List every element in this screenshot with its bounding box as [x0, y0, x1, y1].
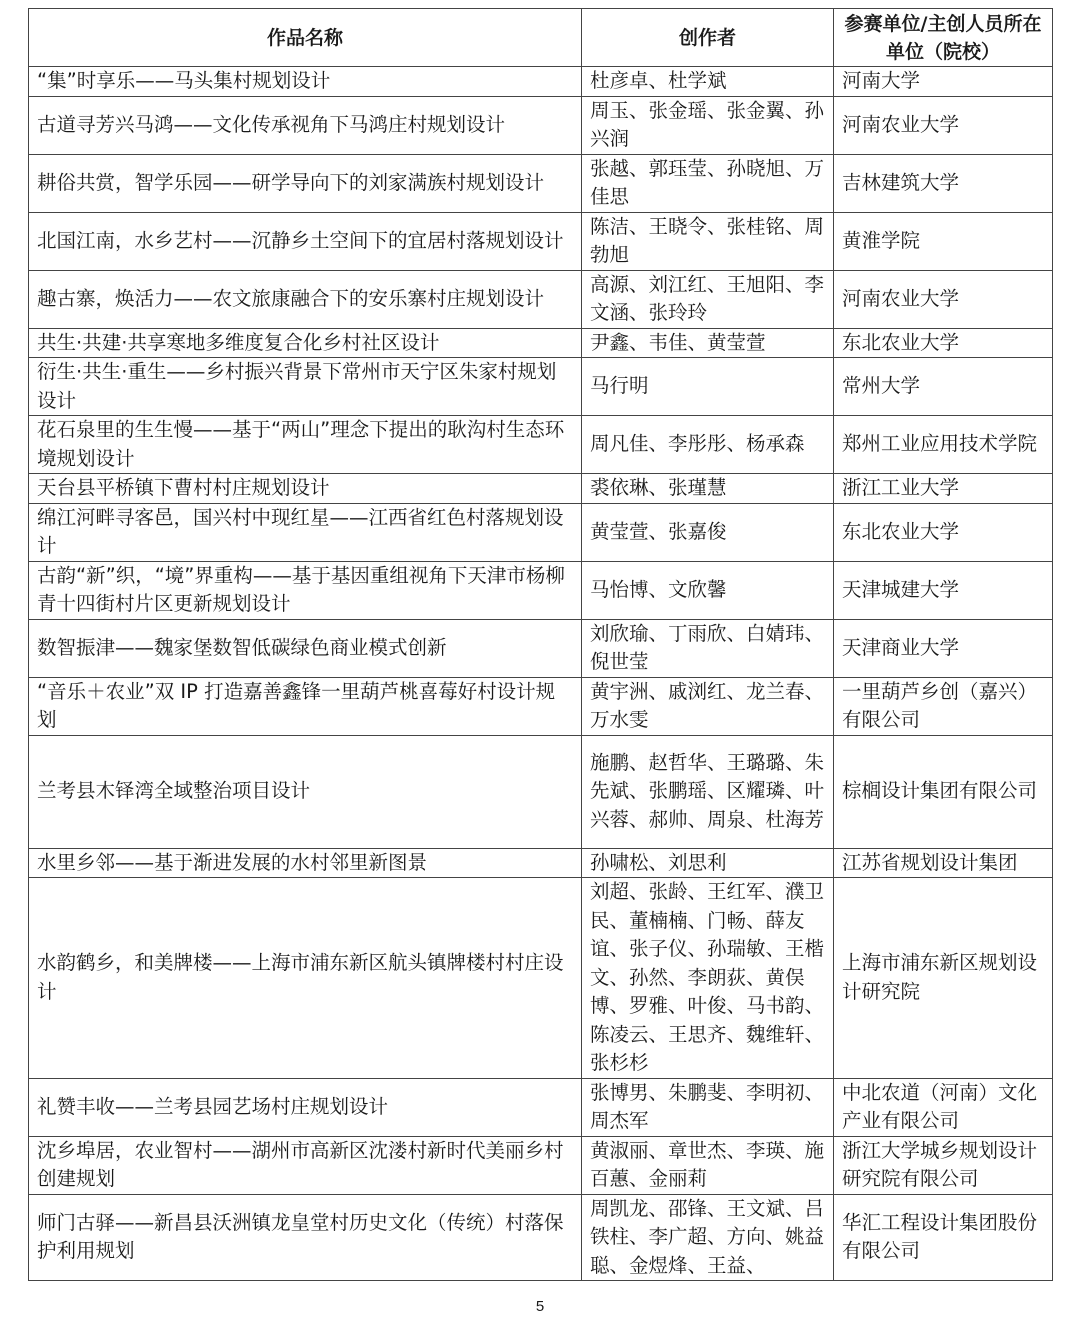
cell-title: 衍生·共生·重生——乡村振兴背景下常州市天宁区朱家村规划设计 — [29, 358, 582, 416]
table-row — [29, 619, 1053, 677]
cell-title: 古韵“新”织，“境”界重构——基于基因重组视角下天津市杨柳青十四街村片区更新规划设计 — [29, 561, 582, 619]
cell-unit: 常州大学 — [834, 358, 1053, 416]
table-row — [29, 96, 1053, 154]
table-row — [29, 416, 1053, 474]
cell-title: 礼赞丰收——兰考县园艺场村庄规划设计 — [29, 1078, 582, 1136]
cell-unit: 东北农业大学 — [834, 328, 1053, 358]
cell-creators: 周凡佳、李彤彤、杨承森 — [582, 416, 834, 474]
cell-unit: 江苏省规划设计集团 — [834, 848, 1053, 878]
cell-creators: 高源、刘江红、王旭阳、李文涵、张玲玲 — [582, 270, 834, 328]
cell-title: 天台县平桥镇下曹村村庄规划设计 — [29, 474, 582, 504]
table-row — [29, 1194, 1053, 1281]
cell-unit: 东北农业大学 — [834, 503, 1053, 561]
table-row — [29, 67, 1053, 97]
cell-creators: 施鹏、赵哲华、王璐璐、朱先斌、张鹏瑶、区耀璘、叶兴蓉、郝帅、周泉、杜海芳 — [582, 735, 834, 848]
cell-title: 绵江河畔寻客邑，国兴村中现红星——江西省红色村落规划设计 — [29, 503, 582, 561]
cell-creators: 马行明 — [582, 358, 834, 416]
cell-title: “集”时享乐——马头集村规划设计 — [29, 67, 582, 97]
cell-unit: 棕榈设计集团有限公司 — [834, 735, 1053, 848]
cell-title: 水里乡邻——基于渐进发展的水村邻里新图景 — [29, 848, 582, 878]
awards-table — [28, 8, 1053, 1281]
cell-title: 兰考县木铎湾全域整治项目设计 — [29, 735, 582, 848]
table-row — [29, 848, 1053, 878]
cell-creators: 刘超、张龄、王红军、濮卫民、董楠楠、门畅、薛友谊、张子仪、孙瑞敏、王楷文、孙然、李朗荻、黄俣博、罗雅、叶俊、马书韵、陈凌云、王思齐、魏维轩、张杉杉 — [582, 878, 834, 1079]
cell-title: 花石泉里的生生慢——基于“两山”理念下提出的耿沟村生态环境规划设计 — [29, 416, 582, 474]
cell-title: 水韵鹤乡，和美牌楼——上海市浦东新区航头镇牌楼村村庄设计 — [29, 878, 582, 1079]
table-header-row — [29, 9, 1053, 67]
cell-creators: 杜彦卓、杜学斌 — [582, 67, 834, 97]
cell-title: 数智振津——魏家堡数智低碳绿色商业模式创新 — [29, 619, 582, 677]
cell-title: 沈乡埠居，农业智村——湖州市高新区沈溇村新时代美丽乡村创建规划 — [29, 1136, 582, 1194]
cell-creators: 黄淑丽、章世杰、李瑛、施百蕙、金丽莉 — [582, 1136, 834, 1194]
cell-creators: 尹鑫、韦佳、黄莹萱 — [582, 328, 834, 358]
table-row — [29, 154, 1053, 212]
cell-creators: 黄宇洲、戚浏红、龙兰春、万水雯 — [582, 677, 834, 735]
page-number: 5 — [535, 1298, 545, 1315]
table-row — [29, 358, 1053, 416]
table-row — [29, 503, 1053, 561]
cell-creators: 刘欣瑜、丁雨欣、白婧玮、倪世莹 — [582, 619, 834, 677]
cell-unit: 华汇工程设计集团股份有限公司 — [834, 1194, 1053, 1281]
cell-title: 耕俗共赏，智学乐园——研学导向下的刘家满族村规划设计 — [29, 154, 582, 212]
cell-title: 趣古寨，焕活力——农文旅康融合下的安乐寨村庄规划设计 — [29, 270, 582, 328]
cell-title: 古道寻芳兴马鸿——文化传承视角下马鸿庄村规划设计 — [29, 96, 582, 154]
header-title: 作品名称 — [29, 9, 582, 67]
cell-title: 共生·共建·共享寒地多维度复合化乡村社区设计 — [29, 328, 582, 358]
cell-unit: 河南大学 — [834, 67, 1053, 97]
table-row — [29, 1136, 1053, 1194]
cell-title: 师门古驿——新昌县沃洲镇龙皇堂村历史文化（传统）村落保护利用规划 — [29, 1194, 582, 1281]
header-creators: 创作者 — [582, 9, 834, 67]
table-row — [29, 878, 1053, 1079]
cell-creators: 裘依琳、张瑾慧 — [582, 474, 834, 504]
cell-unit: 河南农业大学 — [834, 96, 1053, 154]
cell-creators: 周凯龙、邵锋、王文斌、吕铁柱、李广超、方向、姚益聪、金煜烽、王益、 — [582, 1194, 834, 1281]
cell-unit: 一里葫芦乡创（嘉兴）有限公司 — [834, 677, 1053, 735]
table-row — [29, 561, 1053, 619]
cell-creators: 孙啸松、刘思利 — [582, 848, 834, 878]
cell-creators: 张博男、朱鹏斐、李明初、周杰军 — [582, 1078, 834, 1136]
table-row — [29, 677, 1053, 735]
cell-creators: 黄莹萱、张嘉俊 — [582, 503, 834, 561]
cell-title: 北国江南，水乡艺村——沉静乡土空间下的宜居村落规划设计 — [29, 212, 582, 270]
cell-unit: 天津商业大学 — [834, 619, 1053, 677]
cell-creators: 周玉、张金瑶、张金翼、孙兴润 — [582, 96, 834, 154]
table-row — [29, 474, 1053, 504]
cell-unit: 中北农道（河南）文化产业有限公司 — [834, 1078, 1053, 1136]
cell-title: “音乐＋农业”双 IP 打造嘉善鑫锋一里葫芦桃喜莓好村设计规划 — [29, 677, 582, 735]
cell-creators: 马怡博、文欣馨 — [582, 561, 834, 619]
cell-unit: 吉林建筑大学 — [834, 154, 1053, 212]
table-row — [29, 735, 1053, 848]
cell-unit: 河南农业大学 — [834, 270, 1053, 328]
table-row — [29, 328, 1053, 358]
table-row — [29, 270, 1053, 328]
cell-unit: 浙江工业大学 — [834, 474, 1053, 504]
header-unit: 参赛单位/主创人员所在单位（院校） — [834, 9, 1053, 67]
table-row — [29, 1078, 1053, 1136]
cell-unit: 上海市浦东新区规划设计研究院 — [834, 878, 1053, 1079]
cell-creators: 陈洁、王晓令、张桂铭、周勃旭 — [582, 212, 834, 270]
cell-unit: 郑州工业应用技术学院 — [834, 416, 1053, 474]
cell-unit: 天津城建大学 — [834, 561, 1053, 619]
cell-unit: 黄淮学院 — [834, 212, 1053, 270]
cell-creators: 张越、郭珏莹、孙晓旭、万佳思 — [582, 154, 834, 212]
cell-unit: 浙江大学城乡规划设计研究院有限公司 — [834, 1136, 1053, 1194]
table-row — [29, 212, 1053, 270]
